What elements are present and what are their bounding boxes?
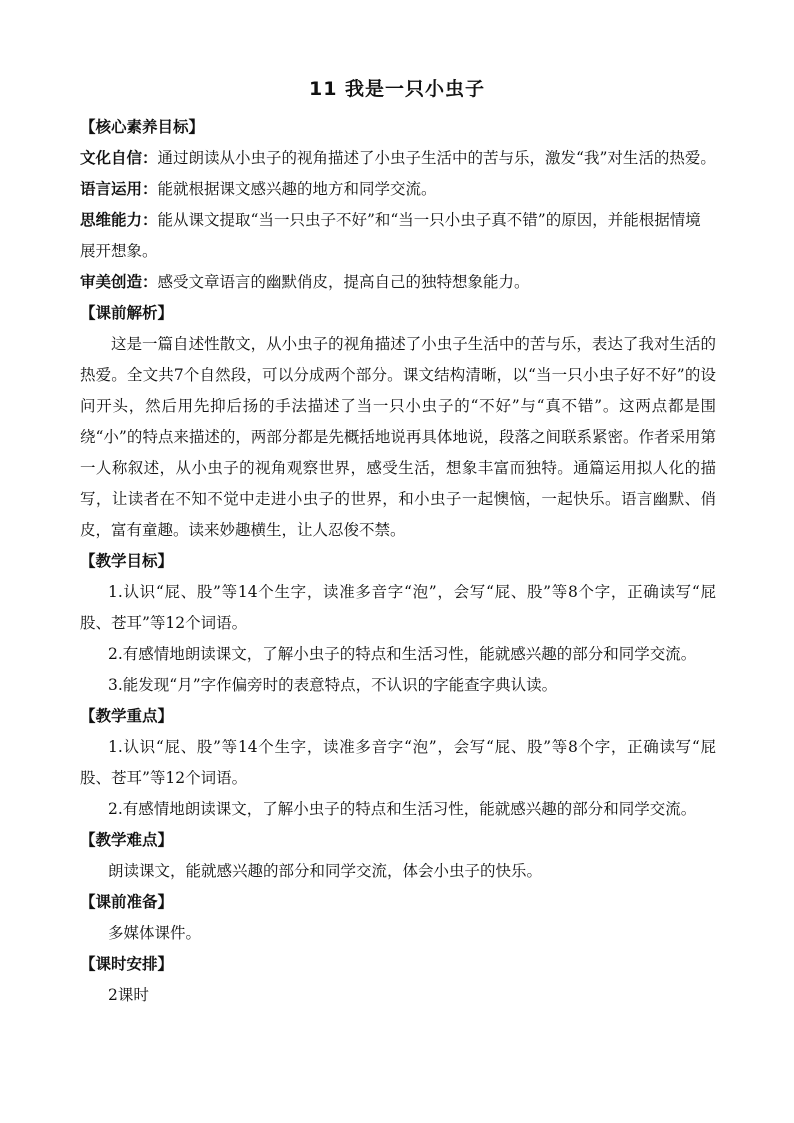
objective-label: 语言运用： (80, 180, 158, 198)
section-heading-keypoints: 【教学重点】 (80, 707, 174, 725)
objective-label: 文化自信： (80, 149, 158, 167)
goal-item-3: 3.能发现“月”字作偏旁时的表意特点，不认识的字能查字典认读。 (108, 676, 558, 694)
section-heading-prep: 【课前准备】 (80, 893, 174, 911)
section-heading-goals: 【教学目标】 (80, 552, 174, 570)
prep-text: 多媒体课件。 (108, 924, 202, 942)
section-heading-difficulty: 【教学难点】 (80, 831, 174, 849)
objective-label: 思维能力： (80, 211, 158, 229)
objective-text: 通过朗读从小虫子的视角描述了小虫子生活中的苦与乐，激发“我”对生活的热爱。 (157, 149, 716, 167)
section-heading-schedule: 【课时安排】 (80, 955, 174, 973)
page-title: 11 我是一只小虫子 (308, 78, 486, 100)
objective-text: 能从课文提取“当一只虫子不好”和“当一只小虫子真不错”的原因，并能根据情境展开想象。 (80, 211, 701, 260)
section-heading-core: 【核心素养目标】 (80, 118, 205, 136)
goal-item-1: 1.认识“屁、股”等14个生字，读准多音字“泡”，会写“屁、股”等8个字，正确读写“屁股、苍耳”等12个词语。 (80, 583, 716, 632)
keypoint-item-1: 1.认识“屁、股”等14个生字，读准多音字“泡”，会写“屁、股”等8个字，正确读写“屁股、苍耳”等12个词语。 (80, 738, 716, 787)
keypoint-item-2: 2.有感情地朗读课文，了解小虫子的特点和生活习性，能就感兴趣的部分和同学交流。 (108, 800, 697, 818)
difficulty-text: 朗读课文，能就感兴趣的部分和同学交流，体会小虫子的快乐。 (108, 862, 543, 880)
objective-thinking (80, 205, 716, 267)
section-heading-analysis: 【课前解析】 (80, 304, 174, 322)
objective-aesthetic (80, 267, 716, 298)
document-body (80, 112, 716, 1011)
goal-item-2: 2.有感情地朗读课文，了解小虫子的特点和生活习性，能就感兴趣的部分和同学交流。 (108, 645, 697, 663)
schedule-text: 2课时 (108, 986, 149, 1004)
objective-culture (80, 143, 716, 174)
analysis-paragraph: 这是一篇自述性散文，从小虫子的视角描述了小虫子生活中的苦与乐，表达了我对生活的热爱。全文共7个自然段，可以分成两个部分。课文结构清晰，以“当一只小虫子好不好”的设问开头，然后用先抑后扬的手法描述了当一只小虫子的“不好”与“真不错”。这两点都是围绕“小”的特点来描述的，两部分都是先概括地说再具体地说，段落之间联系紧密。作者采用第一人称叙述，从小虫子的视角观察世界，感受生活，想象丰富而独特。通篇运用拟人化的描写，让读者在不知不觉中走进小虫子的世界，和小虫子一起懊恼，一起快乐。语言幽默、俏皮，富有童趣。读来妙趣横生，让人忍俊不禁。 (80, 335, 716, 539)
objective-language (80, 174, 716, 205)
objective-text: 感受文章语言的幽默俏皮，提高自己的独特想象能力。 (157, 273, 530, 291)
objective-text: 能就根据课文感兴趣的地方和同学交流。 (157, 180, 437, 198)
objective-label: 审美创造： (80, 273, 158, 291)
